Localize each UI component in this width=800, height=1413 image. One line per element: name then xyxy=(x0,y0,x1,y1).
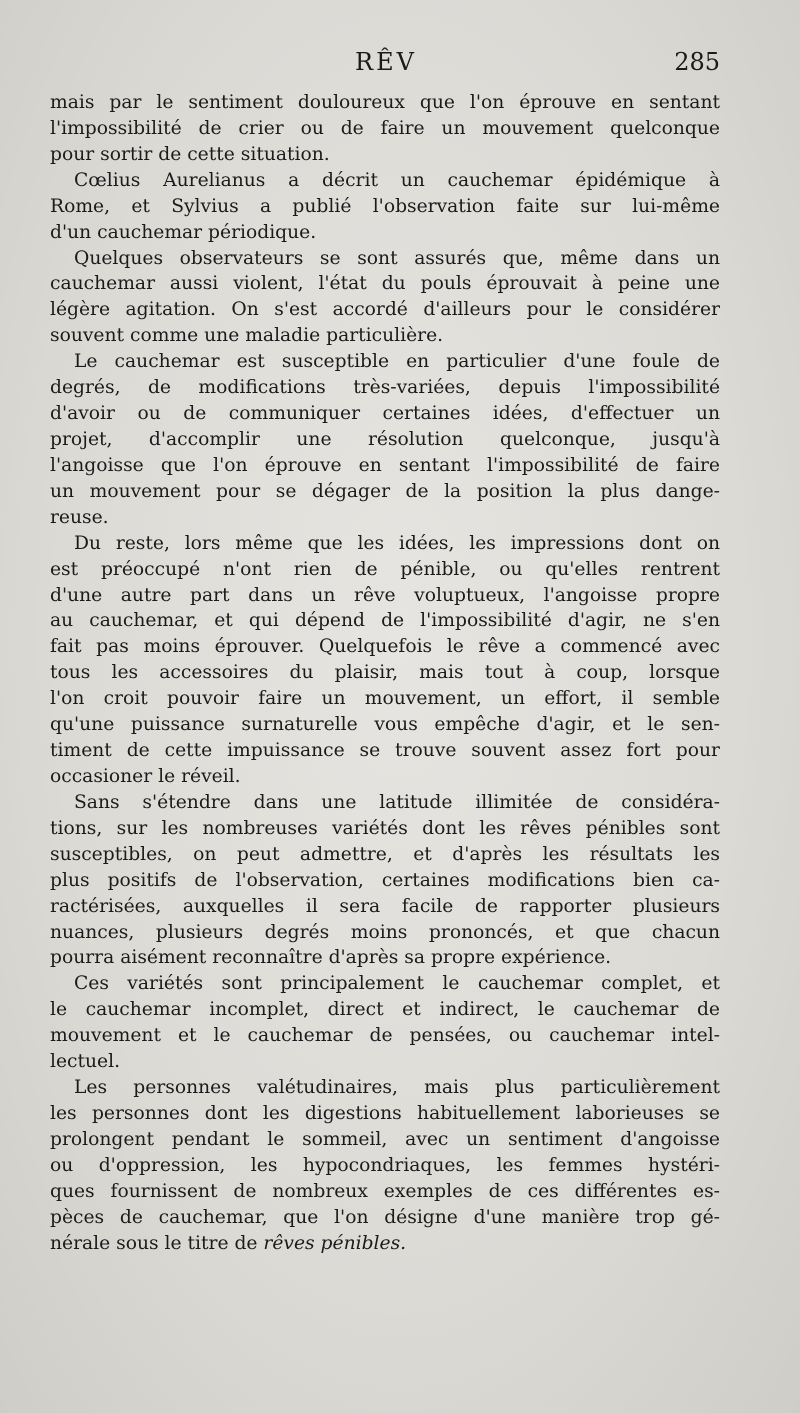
text-line: ou d'oppression, les hypocondriaques, les femmes hystéri- xyxy=(50,1154,720,1176)
text-line: pour sortir de cette situation. xyxy=(50,143,330,165)
text-line: ractérisées, auxquelles il sera facile de rapporter plusieurs xyxy=(50,895,720,917)
text-line: cauchemar aussi violent, l'état du pouls éprouvait à peine une xyxy=(50,273,720,295)
text-line: au cauchemar, et qui dépend de l'impossibilité d'agir, ne s'en xyxy=(50,610,720,632)
text-line: tions, sur les nombreuses variétés dont les rêves pénibles sont xyxy=(50,817,720,839)
text-line: est préoccupé n'ont rien de pénible, ou qu'elles rentrent xyxy=(50,558,720,580)
page-header xyxy=(52,48,720,88)
text-line: reuse. xyxy=(50,506,109,528)
text-line: ques fournissent de nombreux exemples de ces différentes es- xyxy=(50,1180,720,1202)
paragraph xyxy=(50,349,720,530)
text-line: légère agitation. On s'est accordé d'ailleurs pour le considérer xyxy=(50,299,720,321)
text-line: pèces de cauchemar, que l'on désigne d'une manière trop gé- xyxy=(50,1206,720,1228)
text-line: occasioner le réveil. xyxy=(50,765,241,787)
text-line: l'on croit pouvoir faire un mouvement, un effort, il semble xyxy=(50,688,720,710)
text-line: les personnes dont les digestions habituellement laborieuses se xyxy=(50,1102,720,1124)
text-line: timent de cette impuissance se trouve souvent assez fort pour xyxy=(50,740,720,762)
text-line: souvent comme une maladie particulière. xyxy=(50,325,444,347)
text-line xyxy=(50,1231,720,1257)
text-line: d'un cauchemar périodique. xyxy=(50,221,317,243)
text-line: l'angoisse que l'on éprouve en sentant l'impossibilité de faire xyxy=(50,454,720,476)
text-line: d'avoir ou de communiquer certaines idées, d'effectuer un xyxy=(50,403,720,425)
text-line: Ces variétés sont principalement le cauchemar complet, et xyxy=(74,973,720,995)
text-line: Sans s'étendre dans une latitude illimitée de considéra- xyxy=(74,791,720,813)
text-line: degrés, de modifications très-variées, depuis l'impossibilité xyxy=(50,377,720,399)
text-line: pourra aisément reconnaître d'après sa propre expérience. xyxy=(50,947,612,969)
paragraph xyxy=(50,531,720,790)
paragraph xyxy=(50,1075,720,1256)
text-line: un mouvement pour se dégager de la position la plus dange- xyxy=(50,480,720,502)
text-line: nuances, plusieurs degrés moins prononcés, et que chacun xyxy=(50,921,720,943)
text-line: l'impossibilité de crier ou de faire un mouvement quelconque xyxy=(50,117,720,139)
text-line: mouvement et le cauchemar de pensées, ou cauchemar intel- xyxy=(50,1025,720,1047)
text-line: plus positifs de l'observation, certaines modifications bien ca- xyxy=(50,869,720,891)
paragraph xyxy=(50,90,720,168)
paragraph xyxy=(50,790,720,971)
text-line: Quelques observateurs se sont assurés que, même dans un xyxy=(74,247,720,269)
italic-phrase: rêves pénibles. xyxy=(263,1232,407,1254)
text-line: qu'une puissance surnaturelle vous empêche d'agir, et le sen- xyxy=(50,714,720,736)
text-line: Rome, et Sylvius a publié l'observation faite sur lui-même xyxy=(50,195,720,217)
paragraph xyxy=(50,168,720,246)
text-line: prolongent pendant le sommeil, avec un sentiment d'angoisse xyxy=(50,1128,720,1150)
text-line: tous les accessoires du plaisir, mais tout à coup, lorsque xyxy=(50,662,720,684)
running-head: RÊV xyxy=(355,48,417,76)
text-line: fait pas moins éprouver. Quelquefois le rêve a commencé avec xyxy=(50,636,720,658)
body-text xyxy=(50,90,720,1256)
text-line: Cœlius Aurelianus a décrit un cauchemar épidémique à xyxy=(74,169,720,191)
text-line: Du reste, lors même que les idées, les impressions dont on xyxy=(74,532,720,554)
text-line: lectuel. xyxy=(50,1051,121,1073)
text-line: susceptibles, on peut admettre, et d'après les résultats les xyxy=(50,843,720,865)
text-line: projet, d'accomplir une résolution quelconque, jusqu'à xyxy=(50,428,720,450)
text-line: Les personnes valétudinaires, mais plus particulièrement xyxy=(74,1077,720,1099)
text-line: Le cauchemar est susceptible en particulier d'une foule de xyxy=(74,351,720,373)
paragraph xyxy=(50,246,720,350)
text-line: mais par le sentiment douloureux que l'on éprouve en sentant xyxy=(50,92,720,113)
text-line: le cauchemar incomplet, direct et indirect, le cauchemar de xyxy=(50,999,720,1021)
text-line: d'une autre part dans un rêve voluptueux, l'angoisse propre xyxy=(50,584,720,606)
text-fragment: nérale sous le titre de xyxy=(50,1232,264,1254)
paragraph xyxy=(50,971,720,1075)
page-number: 285 xyxy=(674,48,720,76)
